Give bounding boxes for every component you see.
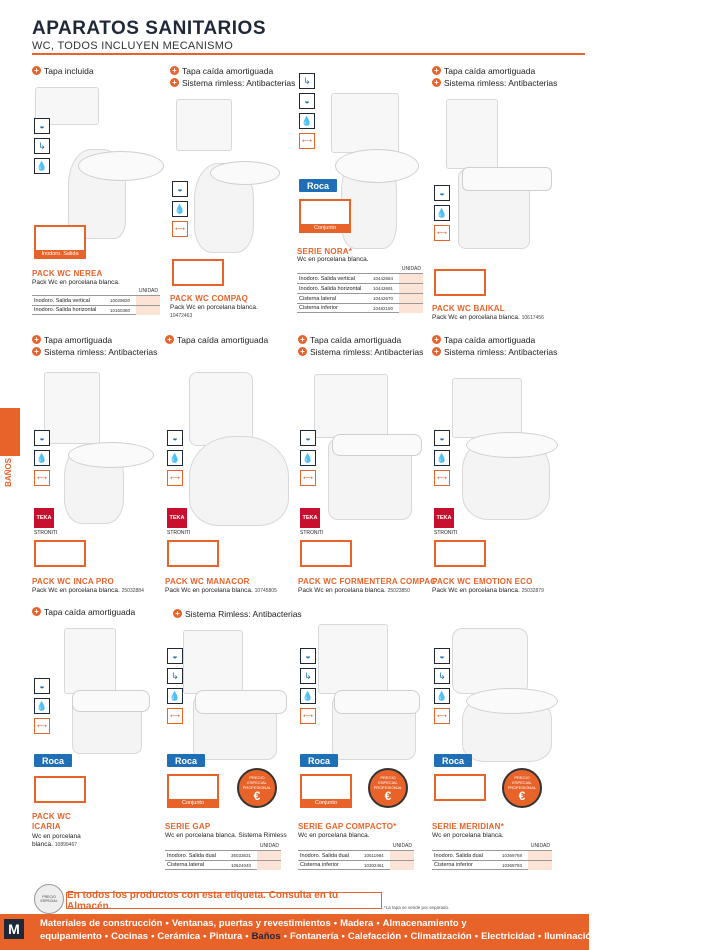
product-desc: Pack Wc en porcelana blanca. 25032884 [32, 587, 144, 594]
water-drop-icon: 💧 [167, 450, 183, 466]
plus-icon: + [32, 335, 41, 344]
ruler-icon: ⟷ [167, 708, 183, 724]
plus-icon: + [298, 347, 307, 356]
feature-icons [300, 648, 316, 724]
ruler-icon: ⟷ [299, 133, 315, 149]
seat-icon: ◒ [434, 185, 450, 201]
ruler-icon: ⟷ [434, 708, 450, 724]
product-name: PACK WC MANACOR [165, 577, 250, 586]
outlet-icon: ↳ [34, 138, 50, 154]
water-drop-icon: 💧 [434, 205, 450, 221]
plus-icon: + [32, 66, 41, 75]
product-ref: 25032879 [521, 588, 544, 594]
feature-icons [172, 181, 188, 237]
product-card [165, 332, 295, 600]
ruler-icon: ⟷ [34, 718, 50, 734]
section-label: BAÑOS [4, 458, 13, 487]
feature: + Sistema rimless: Antibacterias [32, 346, 157, 357]
price-box: Conjunto [167, 774, 219, 801]
table-row: Cisterna inferior 10369793 [432, 860, 552, 870]
feature-icons [34, 430, 50, 486]
feature-icons [434, 430, 450, 486]
toilet-image [44, 372, 100, 444]
product-name: PACK WC [32, 812, 72, 821]
separator-dot: • [245, 931, 249, 942]
special-price-badge: PRECIO ESPECIAL PROFESIONAL € [368, 768, 408, 808]
feature-icons [34, 118, 50, 174]
toilet-image [314, 374, 388, 438]
ref-table: UNIDAD Inodoro. Salida vertical 10029820 Inodoro. Salida horizontal 10160380 [34, 288, 158, 313]
separator-dot: • [474, 931, 479, 942]
toilet-image [183, 630, 243, 694]
teka-logo: TEKA [434, 508, 454, 528]
product-desc: Pack Wc en porcelana blanca. 10745805 [165, 587, 277, 594]
roca-logo: Roca [434, 754, 472, 767]
category-item[interactable]: Calefacción [347, 931, 402, 942]
price-box [300, 540, 352, 567]
feature-icons [434, 648, 450, 724]
seat-icon: ◒ [299, 93, 315, 109]
product-desc: Wc en porcelana [32, 833, 81, 840]
water-drop-icon: 💧 [167, 688, 183, 704]
category-item[interactable]: Fontanería [289, 931, 339, 942]
table-row: Cisterna lateral 10624040 [165, 860, 281, 870]
category-list [40, 917, 720, 943]
water-drop-icon: 💧 [34, 450, 50, 466]
feature: + Sistema rimless: Antibacterias [298, 346, 423, 357]
category-item[interactable]: Ventanas, puertas y revestimientos [171, 918, 331, 929]
brand-sub: STRONITI [300, 530, 324, 536]
table-row: Cisterna inferior 10482150 [297, 303, 423, 313]
seat-icon: ◒ [434, 430, 450, 446]
table-row: Inodoro. Salida dual 35033631 [165, 850, 281, 860]
product-desc: Pack Wc en porcelana blanca. 25032879 [432, 587, 544, 594]
product-desc-line2: blanca. 10899467 [32, 841, 78, 848]
seat-icon: ◒ [167, 648, 183, 664]
seat-icon: ◒ [172, 181, 188, 197]
product-desc: Pack Wc en porcelana blanca. 25023850 [298, 587, 410, 594]
outlet-icon: ↳ [299, 73, 315, 89]
seat-icon: ◒ [300, 648, 316, 664]
price-box: Inodoro. Salida vertical [34, 225, 86, 252]
product-name: PACK WC COMPAQ [170, 294, 249, 303]
feature: + Tapa caída amortiguada [432, 65, 535, 76]
price-box: Conjunto [299, 199, 351, 226]
product-card [32, 604, 162, 854]
outlet-icon: ↳ [300, 668, 316, 684]
product-desc: Pack Wc en porcelana blanca. 10617456 [432, 314, 544, 321]
separator-dot: • [404, 931, 408, 942]
separator-dot: • [104, 931, 109, 942]
separator-dot: • [203, 931, 207, 942]
price-box [34, 776, 86, 803]
water-drop-icon: 💧 [299, 113, 315, 129]
price-box [434, 269, 486, 296]
product-desc: Pack Wc en porcelana blanca. [170, 304, 258, 311]
category-item[interactable]: Herramientas [606, 931, 668, 942]
teka-logo: TEKA [167, 508, 187, 528]
page-title: APARATOS SANITARIOS [32, 18, 266, 39]
roca-logo: Roca [167, 754, 205, 767]
category-item[interactable]: Pintura [209, 931, 243, 942]
separator-dot: • [670, 931, 674, 942]
product-name: PACK WC BAIKAL [432, 304, 505, 313]
ruler-icon: ⟷ [167, 470, 183, 486]
toilet-image [64, 628, 116, 694]
product-card [432, 63, 582, 325]
table-row: Inodoro. Salida vertical 10442684 [297, 273, 423, 283]
section-tab [0, 408, 20, 456]
price-box [172, 259, 224, 286]
product-ref: 25032884 [121, 588, 144, 594]
product-name: SERIE MERIDIAN* [432, 822, 504, 831]
separator-dot: • [376, 918, 380, 929]
water-drop-icon: 💧 [300, 688, 316, 704]
water-drop-icon: 💧 [172, 201, 188, 217]
product-desc: Wc en porcelana blanca. [297, 256, 369, 263]
category-item[interactable]: Cocinas [111, 931, 149, 942]
category-item[interactable]: Cerámica [157, 931, 201, 942]
product-card [170, 63, 295, 325]
ruler-icon: ⟷ [34, 470, 50, 486]
special-price-seal: PRECIO ESPECIAL [34, 884, 64, 914]
ref-table: UNIDAD Inodoro. Salida dual 10369768 Cisterna inferior 10369793 [434, 843, 550, 868]
feature: + Tapa caída amortiguada [32, 606, 135, 617]
outlet-icon: ↳ [434, 668, 450, 684]
product-desc: Wc en porcelana blanca. [298, 832, 370, 839]
price-box [167, 540, 219, 567]
special-price-badge: PRECIO ESPECIAL PROFESIONAL € [502, 768, 542, 808]
feature: + Tapa caída amortiguada [165, 334, 268, 345]
feature: + Sistema rimless: Antibacterias [432, 346, 557, 357]
ruler-icon: ⟷ [172, 221, 188, 237]
product-desc: Wc en porcelana blanca. [432, 832, 504, 839]
separator-dot: • [283, 931, 287, 942]
plus-icon: + [432, 347, 441, 356]
brand-sub: STRONITI [167, 530, 191, 536]
seat-icon: ◒ [34, 678, 50, 694]
teka-logo: TEKA [300, 508, 320, 528]
water-drop-icon: 💧 [34, 698, 50, 714]
product-name-line2: ICARIA [32, 822, 61, 831]
teka-logo: TEKA [34, 508, 54, 528]
plus-icon: + [432, 335, 441, 344]
page-subtitle: WC, TODOS INCLUYEN MECANISMO [32, 40, 234, 52]
feature: + Sistema Rimless: Antibacterias [173, 608, 302, 619]
product-name: SERIE NORA* [297, 247, 353, 256]
product-card [298, 332, 437, 600]
seat-icon: ◒ [167, 430, 183, 446]
separator-dot: • [165, 918, 169, 929]
category-item[interactable]: Madera [340, 918, 374, 929]
table-row: Cisterna inferior 10302461 [298, 860, 414, 870]
seat-icon: ◒ [34, 430, 50, 446]
ruler-icon: ⟷ [434, 470, 450, 486]
roca-logo: Roca [300, 754, 338, 767]
separator-dot: • [600, 931, 604, 942]
feature: + Tapa amortiguada [32, 334, 112, 345]
separator-dot: • [333, 918, 338, 929]
product-name: SERIE GAP COMPACTO* [298, 822, 397, 831]
product-name: PACK WC EMOTION ECO [432, 577, 533, 586]
category-item[interactable]: Materiales de construcción [40, 918, 163, 929]
special-price-notice: En todos los productos con esta etiqueta. Consulta en tu Almacén. [66, 892, 382, 909]
feature: + Sistema rimless: Antibacterias [170, 77, 295, 88]
product-card [432, 332, 582, 600]
title-divider [32, 53, 585, 55]
product-card [432, 604, 582, 884]
category-item[interactable]: Electricidad [481, 931, 535, 942]
category-item[interactable]: Almacenamiento y equipamiento [40, 918, 467, 942]
seat-icon: ◒ [300, 430, 316, 446]
product-desc: Wc en porcelana blanca. Sistema Rimless [165, 832, 287, 839]
seat-icon: ◒ [34, 118, 50, 134]
product-name: PACK WC NEREA [32, 269, 103, 278]
product-ref: 10472463 [170, 313, 193, 319]
category-item[interactable]: Baños [251, 931, 281, 942]
product-card [297, 63, 427, 325]
feature: + Tapa caída amortiguada [432, 334, 535, 345]
toilet-image [452, 378, 522, 438]
roca-logo: Roca [34, 754, 72, 767]
plus-icon: + [165, 335, 174, 344]
ruler-icon: ⟷ [300, 708, 316, 724]
product-ref: 10745805 [254, 588, 277, 594]
ref-table: UNIDAD Inodoro. Salida dual 10511984 Cisterna inferior 10302461 [300, 843, 412, 868]
plus-icon: + [32, 607, 41, 616]
table-row: Inodoro. Salida horizontal 10160380 [32, 305, 160, 315]
separator-dot: • [537, 931, 542, 942]
toilet-image [446, 99, 498, 169]
separator-dot: • [341, 931, 345, 942]
feature-icons [167, 648, 183, 724]
brand-sub: STRONITI [34, 530, 58, 536]
product-card [32, 63, 162, 325]
ruler-icon: ⟷ [300, 470, 316, 486]
toilet-image [331, 93, 399, 153]
feature-icons [299, 73, 315, 149]
product-card [32, 332, 162, 600]
feature: + Tapa incluida [32, 65, 94, 76]
feature-icons [434, 185, 450, 241]
price-box [434, 774, 486, 801]
toilet-image [189, 372, 253, 446]
product-ref: 25023850 [387, 588, 410, 594]
toilet-image [452, 628, 528, 694]
table-row: Inodoro. Salida dual 10369768 [432, 850, 552, 860]
water-drop-icon: 💧 [434, 450, 450, 466]
separator-dot: • [151, 931, 155, 942]
feature: + Sistema rimless: Antibacterias [432, 77, 557, 88]
outlet-icon: ↳ [167, 668, 183, 684]
feature-icons [167, 430, 183, 486]
seat-icon: ◒ [434, 648, 450, 664]
plus-icon: + [298, 335, 307, 344]
roca-logo: Roca [299, 179, 337, 192]
table-row: Inodoro. Salida vertical 10029820 [32, 295, 160, 305]
toilet-image [318, 624, 388, 694]
feature-icons [300, 430, 316, 486]
product-name: PACK WC INCA PRO [32, 577, 114, 586]
plus-icon: + [170, 66, 179, 75]
price-box: Conjunto [300, 774, 352, 801]
feature: + Tapa caída amortiguada [298, 334, 401, 345]
price-box [434, 540, 486, 567]
ref-table: UNIDAD Inodoro. Salida dual 35033631 Cisterna lateral 10624040 [167, 843, 279, 868]
feature: + Tapa caída amortiguada [170, 65, 273, 76]
water-drop-icon: 💧 [300, 450, 316, 466]
product-name: SERIE GAP [165, 822, 211, 831]
footnote: *La tapa se vende por separado. [384, 905, 450, 910]
table-row: Cisterna lateral 10442670 [297, 293, 423, 303]
plus-icon: + [170, 78, 179, 87]
brand-sub: STRONITI [434, 530, 458, 536]
feature-icons [34, 678, 50, 734]
ruler-icon: ⟷ [434, 225, 450, 241]
plus-icon: + [432, 78, 441, 87]
product-card [165, 604, 302, 884]
product-desc: Pack Wc en porcelana blanca. [32, 279, 120, 286]
water-drop-icon: 💧 [34, 158, 50, 174]
category-item[interactable]: Climatización [410, 931, 472, 942]
category-item[interactable]: Iluminación [544, 931, 598, 942]
ref-table: UNIDAD Inodoro. Salida vertical 10442684 Inodoro. Salida horizontal 10442691 Cisterna lateral 10442670 Cisterna inferior 10482150 [299, 266, 421, 311]
product-ref: 10617456 [521, 315, 544, 321]
plus-icon: + [173, 609, 182, 618]
table-row: Inodoro. Salida horizontal 10442691 [297, 283, 423, 293]
toilet-image [176, 99, 232, 151]
brand-logo: M [4, 919, 24, 939]
product-ref: 10899467 [54, 842, 78, 848]
water-drop-icon: 💧 [434, 688, 450, 704]
product-card [298, 604, 431, 884]
price-box [34, 540, 86, 567]
table-row: Inodoro. Salida dual 10511984 [298, 850, 414, 860]
plus-icon: + [32, 347, 41, 356]
product-name: PACK WC FORMENTERA COMPAC [298, 577, 437, 586]
plus-icon: + [432, 66, 441, 75]
category-item[interactable]: Ferretería [676, 931, 720, 942]
special-price-badge: PRECIO ESPECIAL PROFESIONAL € [237, 768, 277, 808]
